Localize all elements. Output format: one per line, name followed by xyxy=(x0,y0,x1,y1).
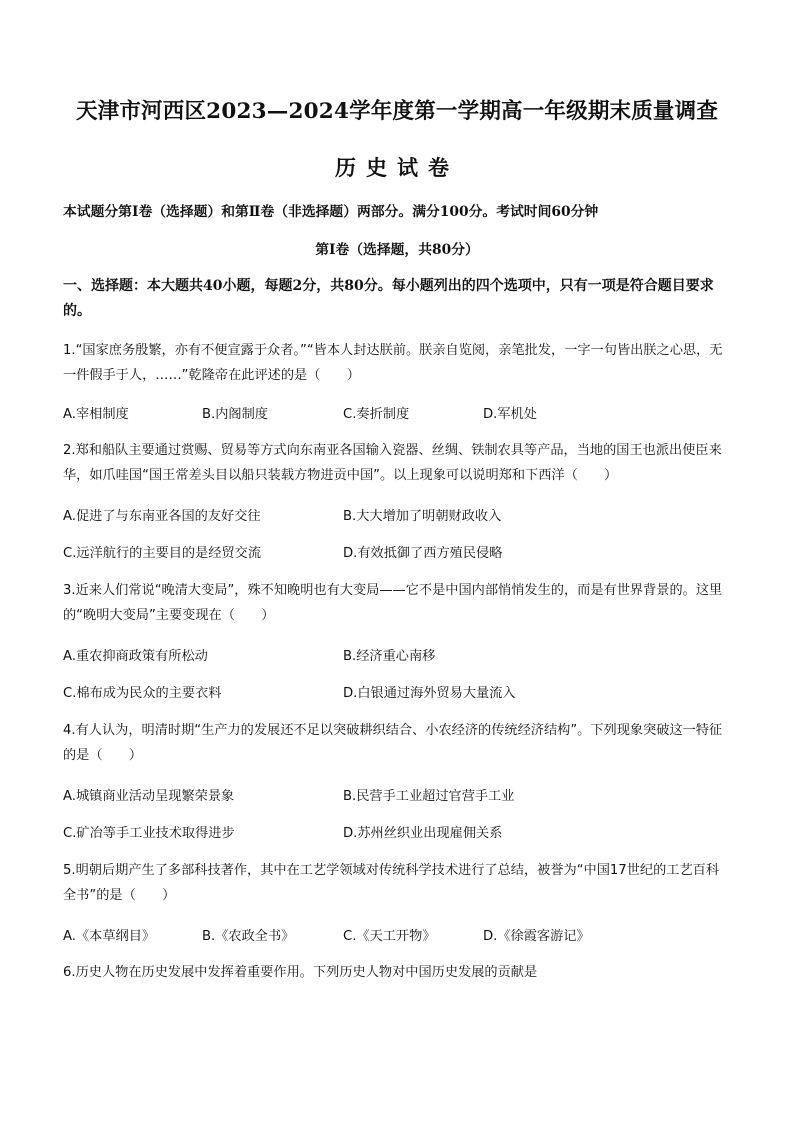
option-d: D.《徐霞客游记》 xyxy=(483,929,590,944)
option-b: B.民营手工业超过官营手工业 xyxy=(343,789,515,804)
question-5-stem: 5.明朝后期产生了多部科技著作，其中在工艺学领域对传统科学技术进行了总结，被誉为“中国17世纪的工艺百科全书”的是（ ） xyxy=(63,863,720,903)
section-instructions: 一、选择题：本大题共40小题，每题2分，共80分。每小题列出的四个选项中，只有一项是符合题目要求的。 xyxy=(63,278,714,319)
option-b: B.内阁制度 xyxy=(202,407,268,422)
option-d: D.军机处 xyxy=(483,407,537,422)
question-5-options xyxy=(63,925,731,947)
question-1-options xyxy=(63,403,731,425)
question-2-options-row2 xyxy=(63,542,731,564)
question-1-stem: 1.“国家庶务殷繁，亦有不便宣露于众者。”“皆本人封达朕前。朕亲自览阅，亲笔批发，一字一句皆出朕之心思，无一件假手于人，……”乾隆帝在此评述的是（ ） xyxy=(63,343,723,383)
option-b: B.经济重心南移 xyxy=(343,649,436,664)
question-3-stem: 3.近来人们常说“晚清大变局”，殊不知晚明也有大变局——它不是中国内部悄悄发生的，而是有世界背景的。这里的“晚明大变局”主要变现在（ ） xyxy=(63,583,723,623)
question-2-options xyxy=(63,505,731,527)
option-a: A.重农抑商政策有所松动 xyxy=(63,649,208,664)
option-a: A.《本草纲目》 xyxy=(63,929,156,944)
question-3-options-row2 xyxy=(63,682,731,704)
option-b: B.大大增加了明朝财政收入 xyxy=(343,509,502,524)
option-c: C.矿冶等手工业技术取得进步 xyxy=(63,826,235,841)
part-heading: 第Ⅰ卷（选择题，共80分） xyxy=(315,242,479,258)
question-2-stem: 2.郑和船队主要通过赏赐、贸易等方式向东南亚各国输入瓷器、丝绸、铁制农具等产品，当地的国王也派出使臣来华，如爪哇国“国王常差头目以船只装载方物进贡中国”。以上现象可以说明郑和下西洋（ ） xyxy=(63,443,722,483)
option-d: D.苏州丝织业出现雇佣关系 xyxy=(343,826,503,841)
question-4-stem: 4.有人认为，明清时期“生产力的发展还不足以突破耕织结合、小农经济的传统经济结构”。下列现象突破这一特征的是（ ） xyxy=(63,723,723,763)
option-c: C.奏折制度 xyxy=(343,407,410,422)
exam-intro: 本试题分第Ⅰ卷（选择题）和第Ⅱ卷（非选择题）两部分。满分100分。考试时间60分钟 xyxy=(63,204,599,220)
option-a: A.城镇商业活动呈现繁荣景象 xyxy=(63,789,235,804)
option-c: C.棉布成为民众的主要衣料 xyxy=(63,686,222,701)
question-4-options-row2 xyxy=(63,822,731,844)
question-3-options xyxy=(63,645,731,667)
question-4-options xyxy=(63,785,731,807)
option-b: B.《农政全书》 xyxy=(202,929,295,944)
option-d: D.有效抵御了西方殖民侵略 xyxy=(343,546,503,561)
option-d: D.白银通过海外贸易大量流入 xyxy=(343,686,516,701)
option-c: C.远洋航行的主要目的是经贸交流 xyxy=(63,546,262,561)
option-a: A.促进了与东南亚各国的友好交往 xyxy=(63,509,261,524)
question-6-stem: 6.历史人物在历史发展中发挥着重要作用。下列历史人物对中国历史发展的贡献是 xyxy=(63,965,538,980)
exam-title: 天津市河西区2023—2024学年度第一学期高一年级期末质量调查 xyxy=(75,99,719,124)
option-c: C.《天工开物》 xyxy=(343,929,436,944)
option-a: A.宰相制度 xyxy=(63,407,129,422)
exam-subtitle: 历史试卷 xyxy=(335,155,459,180)
